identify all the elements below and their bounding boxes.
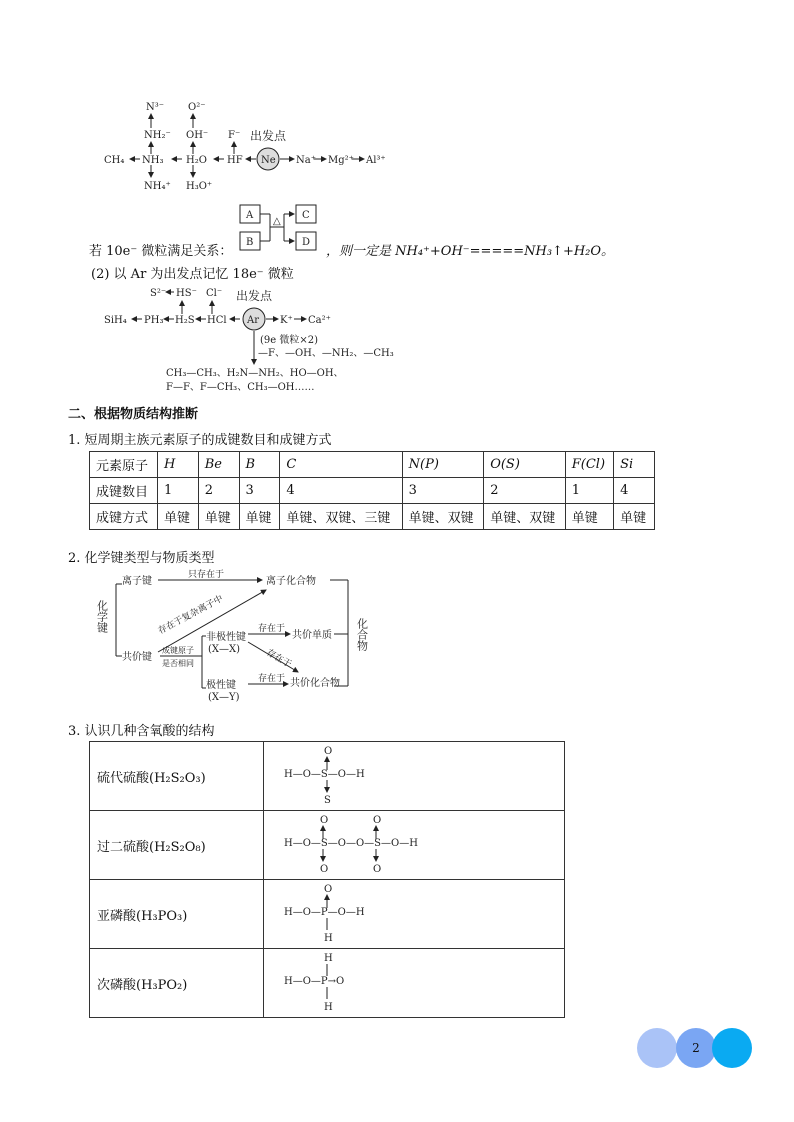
svg-text:共价化合物: 共价化合物 — [290, 678, 340, 689]
svg-text:O: O — [324, 746, 333, 757]
relation-equation: ，则一定是 NH₄⁺+OH⁻=====NH₃↑+H₂O。 — [326, 244, 615, 259]
svg-text:化学键: 化学键 — [95, 600, 109, 633]
cell: F(Cl) — [565, 452, 613, 478]
svg-text:D: D — [302, 237, 311, 248]
cell: 成键方式 — [90, 504, 158, 530]
cell: 3 — [402, 478, 484, 504]
svg-text:存在于复杂离子中: 存在于复杂离子中 — [156, 594, 225, 637]
svg-text:B: B — [246, 237, 254, 248]
cell: N(P) — [402, 452, 484, 478]
cell: Be — [198, 452, 239, 478]
svg-text:N³⁻: N³⁻ — [146, 102, 165, 113]
ar-18e-diagram — [100, 284, 394, 394]
svg-text:HF: HF — [227, 155, 243, 166]
svg-text:O: O — [373, 864, 382, 875]
svg-text:(9e 微粒×2): (9e 微粒×2) — [260, 335, 319, 346]
thiosulfuric-acid-structure — [264, 742, 564, 806]
svg-text:O: O — [373, 815, 382, 826]
svg-text:H₂S: H₂S — [175, 315, 195, 326]
table-row — [90, 880, 565, 949]
svg-text:—F、—OH、—NH₂、—CH₃: —F、—OH、—NH₂、—CH₃ — [258, 348, 394, 359]
svg-text:O: O — [320, 815, 329, 826]
phosphorous-acid-structure — [264, 880, 564, 944]
svg-text:离子化合物: 离子化合物 — [266, 576, 316, 587]
cell: 成键数目 — [90, 478, 158, 504]
svg-text:(X—X): (X—X) — [208, 644, 241, 655]
svg-text:NH₄⁺: NH₄⁺ — [144, 181, 171, 192]
acid-structure — [264, 811, 565, 880]
cell: 元素原子 — [90, 452, 158, 478]
acid-structure — [264, 880, 565, 949]
svg-text:出发点: 出发点 — [236, 289, 273, 303]
page-deco-left — [637, 1028, 677, 1068]
svg-text:F⁻: F⁻ — [228, 130, 241, 141]
cell: 单键 — [239, 504, 280, 530]
cell: O(S) — [484, 452, 566, 478]
cell: 单键、双键 — [484, 504, 566, 530]
svg-text:F—F、F—CH₃、CH₃—OH……: F—F、F—CH₃、CH₃—OH…… — [166, 382, 315, 393]
svg-text:S: S — [324, 795, 331, 806]
cell: B — [239, 452, 280, 478]
acid-name: 硫代硫酸(H₂S₂O₃) — [90, 742, 264, 811]
svg-text:K⁺: K⁺ — [280, 315, 293, 326]
svg-text:NH₂⁻: NH₂⁻ — [144, 130, 171, 141]
svg-text:共价单质: 共价单质 — [292, 630, 332, 641]
cell: 单键 — [614, 504, 655, 530]
svg-text:H₂O: H₂O — [186, 155, 207, 166]
peroxydisulfuric-acid-structure — [264, 811, 564, 875]
svg-text:OH⁻: OH⁻ — [186, 130, 209, 141]
relation-diagram — [238, 202, 324, 258]
svg-text:Ar: Ar — [247, 315, 260, 326]
table-row — [90, 811, 565, 880]
cell: Si — [614, 452, 655, 478]
section-2-title: 二、根据物质结构推断 — [68, 407, 199, 422]
cell: 1 — [157, 478, 198, 504]
acid-structure — [264, 742, 565, 811]
cell: 单键 — [198, 504, 239, 530]
ne-10e-diagram — [100, 100, 410, 195]
cell: 单键、双键 — [402, 504, 484, 530]
table-row — [90, 478, 655, 504]
svg-text:非极性键: 非极性键 — [206, 632, 246, 643]
acid-name: 亚磷酸(H₃PO₃) — [90, 880, 264, 949]
svg-text:共价键: 共价键 — [122, 652, 152, 663]
page-number: 2 — [692, 1041, 700, 1055]
svg-text:HCl: HCl — [207, 315, 227, 326]
table-row — [90, 949, 565, 1018]
svg-text:O²⁻: O²⁻ — [188, 102, 206, 113]
svg-text:H—O—P→O: H—O—P→O — [284, 976, 345, 987]
q1-title: 1. 短周期主族元素原子的成键数目和成键方式 — [68, 433, 332, 448]
cell: 单键 — [157, 504, 198, 530]
cell: 单键、双键、三键 — [280, 504, 402, 530]
svg-text:Ca²⁺: Ca²⁺ — [308, 315, 331, 326]
cell: 2 — [484, 478, 566, 504]
svg-text:H₃O⁺: H₃O⁺ — [186, 181, 213, 192]
svg-text:CH₃—CH₃、H₂N—NH₂、HO—OH、: CH₃—CH₃、H₂N—NH₂、HO—OH、 — [166, 368, 344, 379]
cell: 4 — [280, 478, 402, 504]
svg-text:CH₄: CH₄ — [104, 155, 125, 166]
page-number-circle — [676, 1028, 716, 1068]
acid-table — [89, 741, 565, 1018]
svg-text:Al³⁺: Al³⁺ — [366, 155, 386, 166]
cell: 2 — [198, 478, 239, 504]
svg-text:O: O — [320, 864, 329, 875]
hypophosphorous-acid-structure — [264, 949, 564, 1013]
svg-text:C: C — [302, 210, 310, 221]
svg-text:出发点: 出发点 — [250, 129, 287, 143]
svg-text:Cl⁻: Cl⁻ — [206, 288, 223, 299]
svg-text:是否相同: 是否相同 — [162, 659, 194, 668]
svg-text:存在于: 存在于 — [258, 674, 286, 684]
svg-text:存在于: 存在于 — [258, 624, 286, 634]
svg-text:NH₃: NH₃ — [142, 155, 164, 166]
item-2: (2) 以 Ar 为出发点记忆 18e⁻ 微粒 — [91, 267, 294, 282]
svg-text:H: H — [324, 1002, 333, 1013]
bond-type-diagram — [95, 568, 388, 706]
acid-name: 次磷酸(H₃PO₂) — [90, 949, 264, 1018]
cell: H — [157, 452, 198, 478]
page-deco-right — [712, 1028, 752, 1068]
svg-text:PH₃: PH₃ — [144, 315, 164, 326]
svg-text:H—O—P—O—H: H—O—P—O—H — [284, 907, 365, 918]
svg-text:H: H — [324, 953, 333, 964]
table-row — [90, 452, 655, 478]
svg-text:(X—Y): (X—Y) — [208, 692, 240, 703]
table-row — [90, 504, 655, 530]
svg-text:O: O — [324, 884, 333, 895]
svg-text:S²⁻: S²⁻ — [150, 288, 167, 299]
svg-text:只存在于: 只存在于 — [188, 570, 225, 580]
svg-text:成键原子: 成键原子 — [162, 646, 194, 655]
acid-structure — [264, 949, 565, 1018]
acid-name: 过二硫酸(H₂S₂O₈) — [90, 811, 264, 880]
svg-text:△: △ — [273, 216, 281, 227]
svg-text:化合物: 化合物 — [355, 618, 369, 651]
cell: 4 — [614, 478, 655, 504]
svg-text:离子键: 离子键 — [122, 576, 152, 587]
cell: 3 — [239, 478, 280, 504]
svg-text:HS⁻: HS⁻ — [176, 288, 197, 299]
svg-text:Ne: Ne — [261, 155, 276, 166]
bond-table — [89, 451, 655, 530]
svg-text:Mg²⁺: Mg²⁺ — [328, 155, 354, 166]
svg-text:H—O—S—O—H: H—O—S—O—H — [284, 769, 365, 780]
cell: 1 — [565, 478, 613, 504]
table-row — [90, 742, 565, 811]
q2-title: 2. 化学键类型与物质类型 — [68, 551, 215, 566]
cell: C — [280, 452, 402, 478]
relation-prefix: 若 10e⁻ 微粒满足关系： — [89, 244, 233, 259]
svg-text:Na⁺: Na⁺ — [296, 155, 316, 166]
svg-text:SiH₄: SiH₄ — [104, 315, 127, 326]
svg-text:H—O—S—O—O—S—O—H: H—O—S—O—O—S—O—H — [284, 838, 418, 849]
cell: 单键 — [565, 504, 613, 530]
svg-text:A: A — [246, 210, 254, 221]
q3-title: 3. 认识几种含氧酸的结构 — [68, 724, 215, 739]
svg-text:极性键: 极性键 — [206, 680, 236, 691]
svg-text:H: H — [324, 933, 333, 944]
svg-text:存在于: 存在于 — [264, 647, 293, 671]
